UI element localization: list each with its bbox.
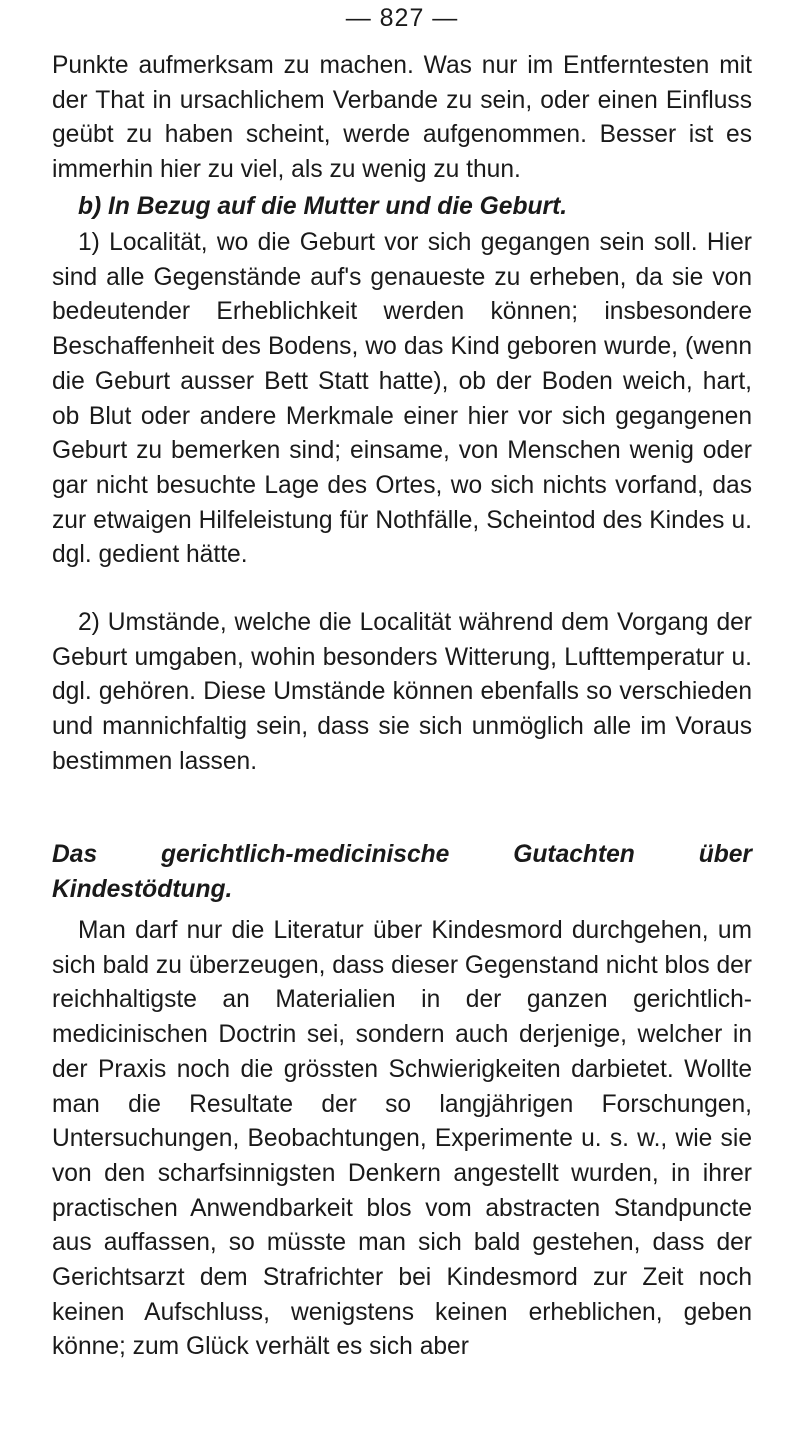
intro-paragraph-block — [52, 49, 752, 188]
book-page — [52, 0, 752, 1441]
section-body-block — [52, 914, 752, 1365]
subheading-block — [52, 190, 752, 225]
section-heading-block — [52, 838, 752, 907]
item-1-block — [52, 226, 752, 573]
section-body-paragraph: Man darf nur die Literatur über Kindesmord durchgehen, um sich bald zu überzeugen, dass dieser Gegenstand nicht blos der reichhaltigste an Materialien in der ganzen gerichtlich-medicinischen Doctrin sei, sondern auch derjenige, welcher in der Praxis noch die grössten Schwierigkeiten darbietet. Wollte man die Resultate der so langjährigen Forschungen, Untersuchungen, Beobachtungen, Experimente u. s. w., wie sie von den scharfsinnigsten Denkern angestellt wurden, in ihrer practischen Anwendbarkeit blos vom abstracten Standpuncte aus auffassen, so müsste man sich bald gestehen, dass der Gerichtsarzt dem Strafrichter bei Kindesmord zur Zeit noch keinen Aufschluss, wenigstens keinen erheblichen, geben könne; zum Glück verhält es sich aber — [52, 917, 752, 1361]
subheading-mother-birth: b) In Bezug auf die Mutter und die Geburt. — [78, 193, 568, 220]
intro-paragraph: Punkte aufmerksam zu machen. Was nur im Entferntesten mit der That in ursachlichem Verbande zu sein, oder einen Einfluss geübt zu haben scheint, werde aufgenommen. Besser ist es immerhin hier zu viel, als zu wenig zu thun. — [52, 52, 752, 184]
section-heading: Das gerichtlich-medicinische Gutachten über Kindestödtung. — [52, 841, 752, 903]
paragraph-item-2: 2) Umstände, welche die Localität während dem Vorgang der Geburt umgaben, wohin besonders Witterung, Lufttemperatur u. dgl. gehören. Diese Umstände können ebenfalls so verschieden und mannichfaltig sein, dass sie sich unmöglich alle im Voraus bestimmen lassen. — [52, 609, 752, 775]
paragraph-item-1: 1) Localität, wo die Geburt vor sich gegangen sein soll. Hier sind alle Gegenstände auf's genaueste zu erheben, da sie von bedeutender Erheblichkeit werden können; insbesondere Beschaffenheit des Bodens, wo das Kind geboren wurde, (wenn die Geburt ausser Bett Statt hatte), ob der Boden weich, hart, ob Blut oder andere Merkmale einer hier vor sich gegangenen Geburt zu bemerken sind; einsame, von Menschen wenig oder gar nicht besuchte Lage des Ortes, wo sich nichts vorfand, das zur etwaigen Hilfeleistung für Nothfälle, Scheintod des Kindes u. dgl. gedient hätte. — [52, 229, 752, 569]
page-number: — 827 — — [345, 4, 459, 32]
item-2-block — [52, 606, 752, 780]
